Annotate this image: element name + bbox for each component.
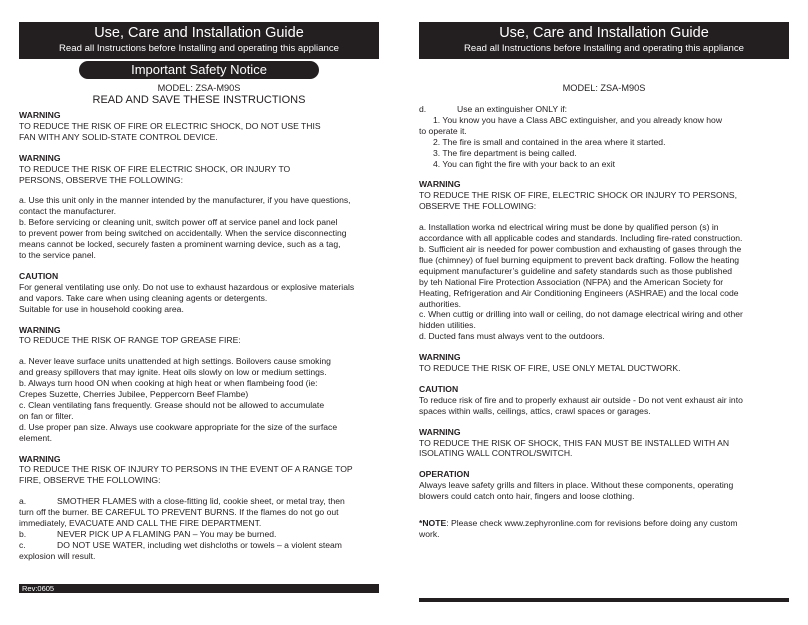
warning-text: TO REDUCE THE RISK OF FIRE, ELECTRIC SHOCK OR INJURY TO PERSONS, [419, 190, 738, 201]
note-text [419, 518, 789, 529]
list-item: to operate it. [419, 125, 467, 136]
list-item [19, 496, 379, 507]
list-item: d. Ducted fans must always vent to the outdoors. [419, 331, 605, 342]
list-item: to prevent power from being switched on accidentally. When the service disconnecting [19, 228, 347, 239]
list-item: b. Always turn hood ON when cooking at high heat or when flambeing food (ie: [19, 378, 318, 389]
list-item: turn off the burner. BE CAREFUL TO PREVENT BURNS. If the flames do not go out [19, 507, 339, 518]
list-item: means cannot be locked, securely fasten a prominent warning device, such as a tag, [19, 239, 341, 250]
list-label: a. [19, 496, 27, 507]
list-item: contact the manufacturer. [19, 206, 116, 217]
caution-text: Suitable for use in household cooking area. [19, 303, 184, 314]
warning-heading: WARNING [19, 110, 61, 120]
note-text: work. [419, 529, 440, 539]
revision-footer [19, 584, 379, 593]
list-label: d. [419, 104, 427, 114]
caution-text: To reduce risk of fire and to properly exhaust air outside - Do not vent exhaust air into [419, 394, 743, 405]
list-item: Crepes Suzette, Cherries Jubilee, Peppercorn Beef Flambe) [19, 389, 249, 400]
warning-heading: WARNING [19, 152, 61, 163]
list-item: explosion will result. [19, 550, 96, 561]
left-guide-title: Use, Care and Installation Guide [94, 25, 304, 41]
caution-heading: CAUTION [19, 270, 59, 281]
list-item [19, 540, 379, 551]
warning-text: TO REDUCE THE RISK OF RANGE TOP GREASE FIRE: [19, 335, 241, 346]
list-text: Use an extinguisher ONLY if: [457, 104, 568, 114]
list-item: 2. The fire is small and contained in the area where it started. [433, 136, 666, 147]
list-item: a. Never leave surface units unattended at high settings. Boilovers cause smoking [19, 356, 331, 367]
list-item: 3. The fire department is being called. [433, 147, 577, 158]
right-guide-title: Use, Care and Installation Guide [499, 25, 709, 41]
left-model-number: MODEL: ZSA-M90S [157, 83, 241, 93]
safety-notice-heading: Important Safety Notice [79, 61, 319, 79]
list-item: flue (chimney) of fuel burning equipment to prevent back drafting. Follow the heating [419, 254, 740, 265]
operation-text: Always leave safety grills and filters in place. Without these components, operating [419, 480, 734, 491]
list-item: and greasy spillovers that may ignite. Heat oils slowly on low or medium settings. [19, 367, 327, 378]
warning-text: TO REDUCE THE RISK OF FIRE, USE ONLY METAL DUCTWORK. [419, 363, 681, 374]
list-item: b. Sufficient air is needed for power combustion and exhausting of gases through the [419, 243, 742, 254]
caution-text: For general ventilating use only. Do not use to exhaust hazardous or explosive materials [19, 281, 355, 292]
right-page [419, 22, 789, 540]
list-text: DO NOT USE WATER, including wet dishcloths or towels – a violent steam [57, 539, 342, 550]
list-text: NEVER PICK UP A FLAMING PAN – You may be burned. [57, 529, 277, 539]
list-item: b. Before servicing or cleaning unit, switch power off at service panel and lock panel [19, 217, 338, 228]
list-item: a. Use this unit only in the manner intended by the manufacturer, if you have questions, [19, 195, 351, 206]
warning-text: TO REDUCE THE RISK OF FIRE OR ELECTRIC SHOCK, DO NOT USE THIS [19, 120, 321, 131]
list-item: 4. You can fight the fire with your back to an exit [433, 158, 616, 169]
caution-heading: CAUTION [419, 383, 459, 394]
list-item: by teh National Fire Protection Association (NFPA) and the American Society for [419, 276, 724, 287]
operation-text: blowers could catch onto hair, fingers and loose clothing. [419, 491, 635, 502]
list-item: d. Use proper pan size. Always use cookware appropriate for the size of the surface [19, 421, 338, 432]
left-guide-subtitle: Read all Instructions before Installing and operating this appliance [59, 43, 339, 54]
warning-heading: WARNING [19, 453, 61, 464]
list-item [419, 104, 789, 115]
left-header-banner [19, 22, 379, 59]
list-item: hidden utilities. [419, 320, 476, 331]
left-page [19, 22, 379, 562]
list-item: equipment manufacturer’s guideline and safety standards such as those published [419, 265, 733, 276]
list-label: c. [19, 539, 26, 550]
list-item: element. [19, 432, 52, 443]
warning-text: TO REDUCE THE RISK OF INJURY TO PERSONS IN THE EVENT OF A RANGE TOP [19, 464, 353, 475]
warning-text: TO REDUCE THE RISK OF FIRE ELECTRIC SHOCK, OR INJURY TO [19, 163, 291, 174]
right-header-banner [419, 22, 789, 59]
warning-text: TO REDUCE THE RISK OF SHOCK, THIS FAN MUST BE INSTALLED WITH AN [419, 437, 730, 448]
list-text: SMOTHER FLAMES with a close-fitting lid, cookie sheet, or metal tray, then [57, 496, 345, 507]
read-save-heading: READ AND SAVE THESE INSTRUCTIONS [92, 94, 306, 106]
right-footer-rule [419, 598, 789, 602]
right-guide-subtitle: Read all Instructions before Installing and operating this appliance [464, 43, 744, 54]
left-body-text [19, 110, 379, 562]
list-label: b. [19, 529, 27, 539]
warning-heading: WARNING [19, 324, 61, 335]
list-item: c. Clean ventilating fans frequently. Grease should not be allowed to accumulate [19, 399, 325, 410]
revision-label: Rev:0605 [22, 584, 55, 593]
list-item: on fan or filter. [19, 410, 74, 421]
warning-text: PERSONS, OBSERVE THE FOLLOWING: [19, 174, 183, 185]
operation-heading: OPERATION [419, 469, 470, 480]
warning-heading: WARNING [419, 179, 461, 190]
right-model-number: MODEL: ZSA-M90S [562, 83, 646, 93]
warning-text: ISOLATING WALL CONTROL/SWITCH. [419, 448, 573, 459]
list-item: a. Installation worka nd electrical wiring must be done by qualified person (s) in [419, 222, 719, 233]
list-item: c. When cuttig or drilling into wall or ceiling, do not damage electrical wiring and other [419, 309, 743, 320]
list-item: to the service panel. [19, 249, 96, 260]
list-item: immediately, EVACUATE AND CALL THE FIRE DEPARTMENT. [19, 518, 262, 529]
warning-text: FAN WITH ANY SOLID-STATE CONTROL DEVICE. [19, 131, 218, 142]
list-item: accordance with all applicable codes and standards. Including fire-rated construction. [419, 233, 743, 244]
caution-text: spaces within walls, ceilings, attics, crawl spaces or garages. [419, 405, 651, 416]
warning-heading: WARNING [419, 352, 461, 363]
list-item: 1. You know you have a Class ABC extinguisher, and you already know how [433, 114, 723, 125]
caution-text: and vapors. Take care when using cleaning agents or detergents. [19, 292, 268, 303]
list-item: Heating, Refrigeration and Air Conditioning Engineers (ASHRAE) and the local code [419, 287, 739, 298]
right-body-text [419, 104, 789, 540]
warning-text: FIRE, OBSERVE THE FOLLOWING: [19, 475, 161, 486]
note-label: *NOTE [419, 518, 447, 529]
warning-heading: WARNING [419, 426, 461, 437]
note-body: : Please check www.zephyronline.com for revisions before doing any custom [446, 518, 738, 529]
warning-text: OBSERVE THE FOLLOWING: [419, 201, 537, 212]
list-item [19, 529, 379, 540]
list-item: authorities. [419, 298, 462, 309]
